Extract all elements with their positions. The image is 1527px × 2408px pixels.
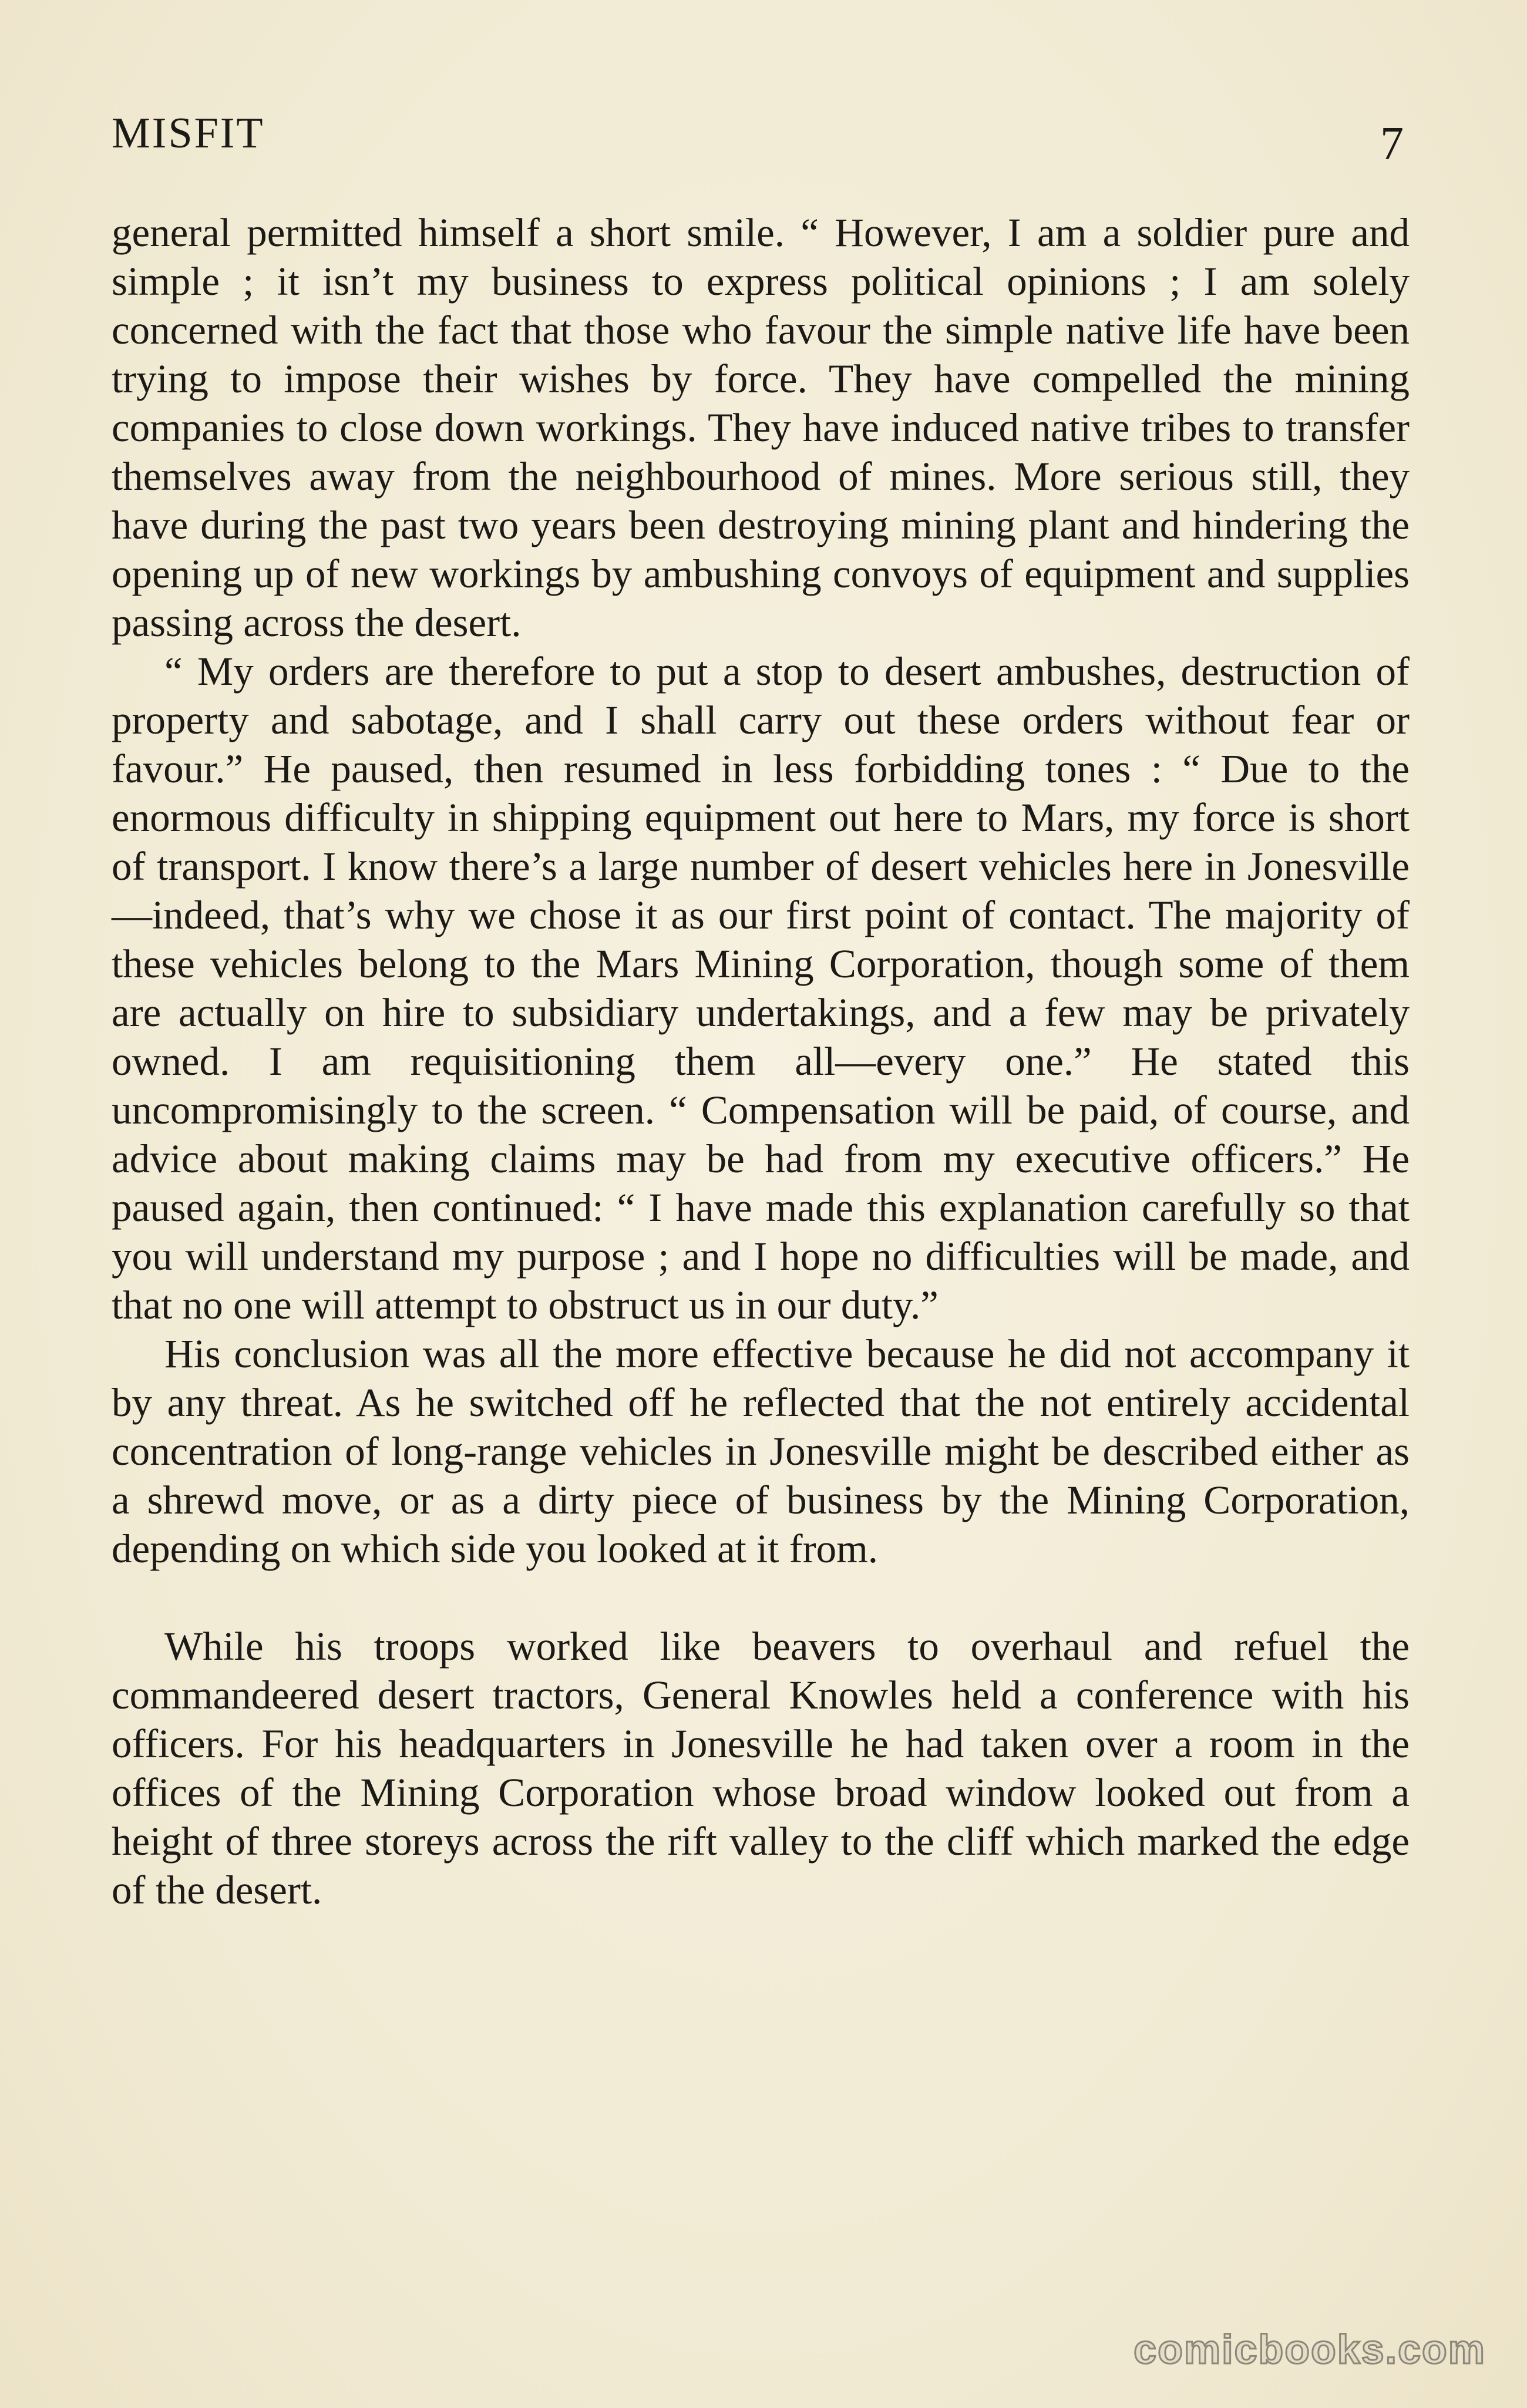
running-title: MISFIT <box>112 109 265 157</box>
section-break <box>112 1573 1410 1622</box>
paragraph-headquarters: While his troops worked like beavers to overhaul and refuel the commandeered desert tractors, General Knowles held a conference with his officers. For his headquarters in Jonesville he had taken over a room in the offices of the Mining Corporation whose broad window looked out from a height of three storeys across the rift valley to the cliff which marked the edge of the desert. <box>112 1624 1410 1912</box>
watermark-logo: comicbooks.com <box>1134 2326 1486 2372</box>
body-text <box>112 208 1410 1915</box>
paragraph-conclusion: His conclusion was all the more effective because he did not accompany it by any threat. As he switched off he reflected that the not entirely accidental concentration of long-range vehicles in Jonesville might be described either as a shrewd move, or as a dirty piece of business by the Mining Corporation, depending on which side you looked at it from. <box>112 1331 1410 1571</box>
paragraph-orders: “ My orders are therefore to put a stop to desert ambushes, destruction of property and sabotage, and I shall carry out these orders without fear or favour.” He paused, then resumed in less forbidding tones : “ Due to the enormous difficulty in shipping equipment out here to Mars, my force is short of transport. I know there’s a large number of desert vehicles here in Jonesville—indeed, that’s why we chose it as our first point of contact. The majority of these vehicles belong to the Mars Mining Corporation, though some of them are actually on hire to subsidiary undertakings, and a few may be privately owned. I am requisitioning them all—every one.” He stated this uncompromisingly to the screen. “ Compensation will be paid, of course, and advice about making claims may be had from my executive officers.” He paused again, then continued: “ I have made this explanation carefully so that you will understand my purpose ; and I hope no difficulties will be made, and that no one will attempt to obstruct us in our duty.” <box>112 649 1410 1327</box>
paragraph-continued: general permitted himself a short smile. “ However, I am a soldier pure and simple ; it isn’t my business to express political opinions ; I am solely concerned with the fact that those who favour the simple native life have been trying to impose their wishes by force. They have compelled the mining companies to close down workings. They have induced native tribes to transfer themselves away from the neighbourhood of mines. More serious still, they have during the past two years been destroying mining plant and hindering the opening up of new workings by ambushing convoys of equipment and supplies passing across the desert. <box>112 210 1410 645</box>
page-number: 7 <box>1380 118 1404 170</box>
